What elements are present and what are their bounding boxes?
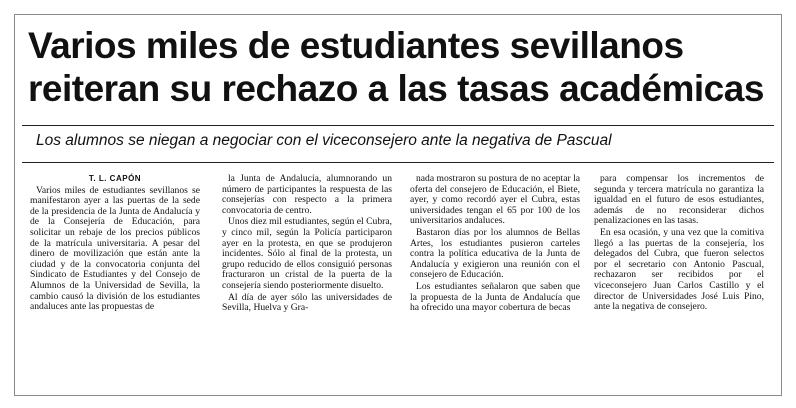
paragraph: nada mostraron su postura de no aceptar la oferta del consejero de Educación, el Biete, ayer, y como recordó ayer el Cubra, estas universidades tengan el 65 por 100 de los universitarios andaluces.	[410, 173, 580, 227]
paragraph: Unos diez mil estudiantes, según el Cubra, y cinco mil, según la Policía participaron ayer en la protesta, en que se produjeron incidentes. Sólo al final de la protesta, un grupo reducido de ellos consiguió personas fracturaron un cristal de la puerta de la consejería siendo posteriormente disuelto.	[222, 216, 392, 291]
paragraph: Bastaron días por los alumnos de Bellas Artes, los estudiantes pusieron carteles contra la política educativa de la Junta de Andalucía y exigieron una reunión con el consejero de Educación.	[410, 226, 580, 281]
divider-top	[22, 125, 774, 126]
headline-line-1: Varios miles de estudiantes sevillanos	[28, 25, 684, 66]
article-subheadline: Los alumnos se niegan a negociar con el viceconsejero ante la negativa de Pascual	[36, 132, 612, 149]
headline-line-2: reiteran su rechazo a las tasas académicas	[28, 68, 764, 109]
paragraph: Los estudiantes señalaron que saben que la propuesta de la Junta de Andalucía que ha ofrecido una mayor cobertura de becas	[410, 280, 580, 314]
article-column-4	[594, 174, 764, 313]
article-byline: T. L. CAPÓN	[88, 174, 142, 183]
paragraph: Varios miles de estudiantes sevillanos se manifestaron ayer a las puertas de la sede de la presidencia de la Junta de Andalucía y de la Consejería de Educación, para solicitar un rebaje de los precios públicos de la matrícula universitaria. A pesar del dinero de movilización que están ante la ciudad y de la convocatoria conjunta del Sindicato de Estudiantes y del Consejo de Alumnos de la Universidad de Sevilla, la cambio causó la división de los estudiantes andaluces ante las propuestas de	[30, 184, 200, 313]
divider-bottom	[22, 162, 774, 163]
article-headline	[28, 24, 768, 110]
paragraph: la Junta de Andalucía, alumnorando un número de participantes la respuesta de las consejerías con respecto a la primera convocatoria de centro.	[222, 173, 392, 216]
paragraph: para compensar los incrementos de segunda y tercera matrícula no garantiza la igualdad en el futuro de esos estudiantes, además de no reconsiderar dichos penalizaciones en las tasas.	[594, 173, 764, 227]
paragraph: Al día de ayer sólo las universidades de Sevilla, Huelva y Gra-	[222, 291, 392, 314]
article-column-2	[222, 174, 392, 314]
article-column-1	[30, 174, 200, 313]
paragraph: En esa ocasión, y una vez que la comitiva llegó a las puertas de la consejería, los delegados del Cubra, que fueron selectos por el secretario con Antonio Pascual, rechazaron ser recibidos por el viceconsejero Juan Carlos Castillo y el director de Universidades José Luis Pino, ante la negativa de consejero.	[594, 226, 764, 313]
article-column-3	[410, 174, 580, 314]
